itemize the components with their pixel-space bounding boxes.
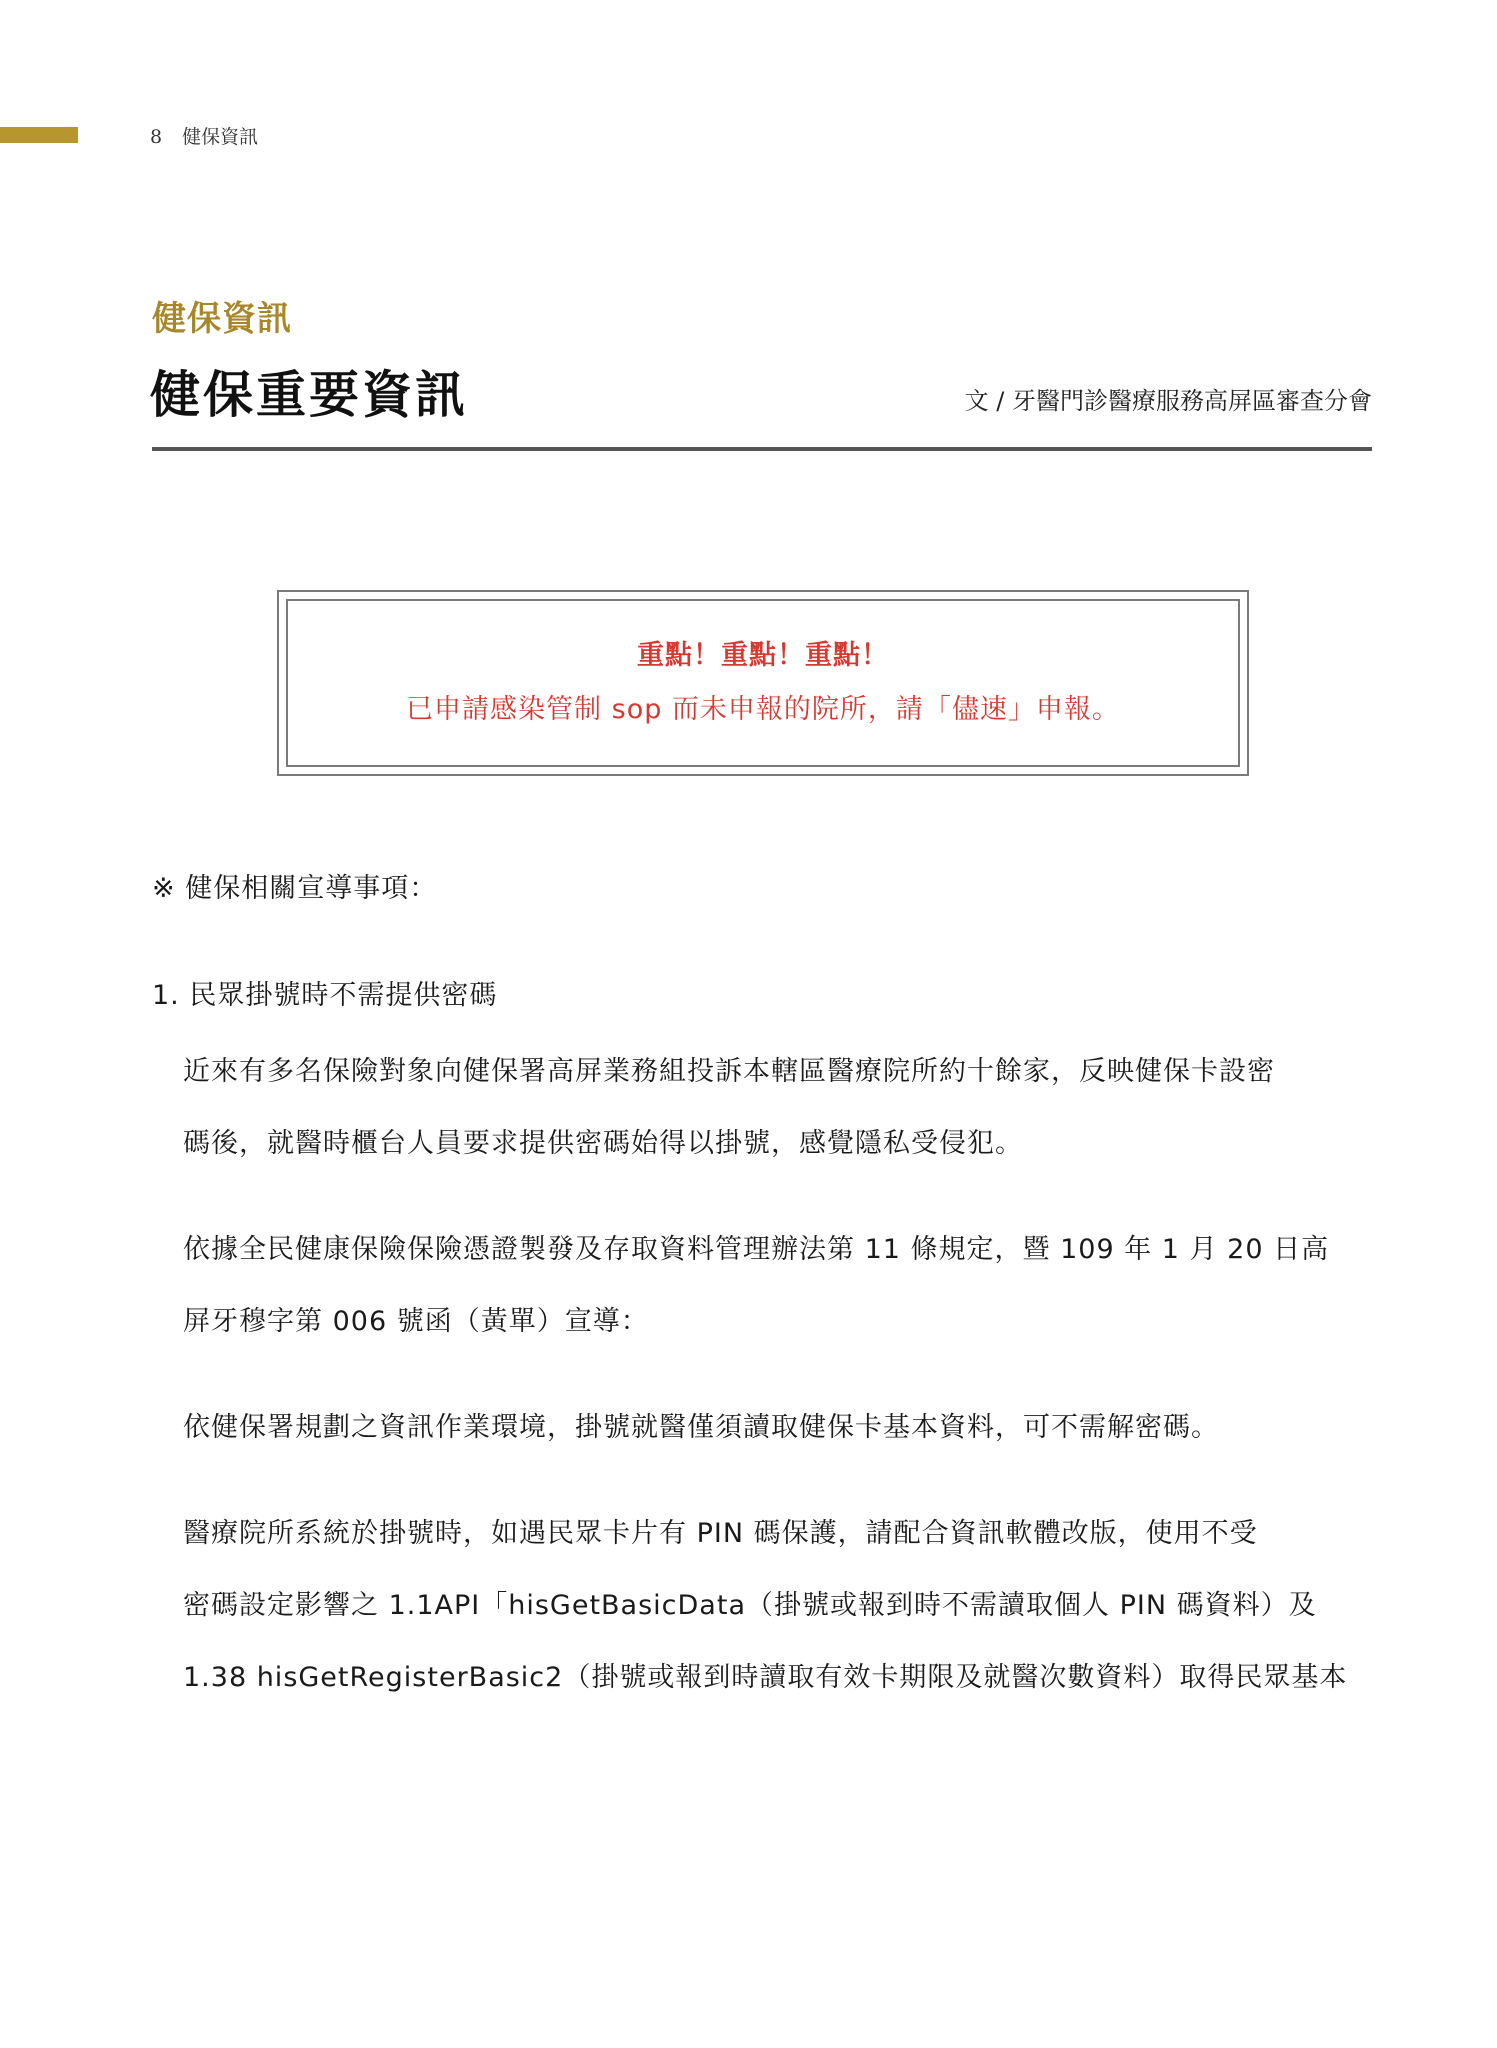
page-number: 8 (150, 126, 163, 148)
notice-headline: 重點！重點！重點！ (637, 640, 889, 671)
notice-box-inner (286, 599, 1240, 767)
paragraph-line: 密碼設定影響之 1.1API「hisGetBasicData（掛號或報到時不需讀取個人 PIN 碼資料）及 (183, 1590, 1317, 1621)
paragraph-line: 碼後，就醫時櫃台人員要求提供密碼始得以掛號，感覺隱私受侵犯。 (183, 1128, 1023, 1159)
paragraph-regulation (183, 1214, 1373, 1358)
subheading: ※ 健保相關宣導事項： (152, 873, 438, 904)
notice-box (277, 590, 1249, 776)
header-accent-bar (0, 127, 78, 143)
item-title: 1. 民眾掛號時不需提供密碼 (152, 980, 498, 1011)
paragraph-line: 屏牙穆字第 006 號函（黃單）宣導： (183, 1306, 649, 1337)
paragraph-environment (183, 1392, 1373, 1464)
running-header-section: 健保資訊 (182, 126, 259, 148)
paragraph-line: 醫療院所系統於掛號時，如遇民眾卡片有 PIN 碼保護，請配合資訊軟體改版，使用不受 (183, 1518, 1258, 1549)
paragraph-line: 依據全民健康保險保險憑證製發及存取資料管理辦法第 11 條規定，暨 109 年 1 月 20 日高 (183, 1234, 1330, 1265)
paragraph-line: 近來有多名保險對象向健保署高屏業務組投訴本轄區醫療院所約十餘家，反映健保卡設密 (183, 1056, 1275, 1087)
page-title: 健保重要資訊 (150, 366, 468, 424)
section-category: 健保資訊 (152, 299, 292, 339)
notice-message: 已申請感染管制 sop 而未申報的院所，請「儘速」申報。 (406, 694, 1120, 725)
paragraph-api (183, 1498, 1373, 1714)
title-divider (152, 447, 1372, 451)
running-header (150, 122, 258, 149)
paragraph-complaint (183, 1036, 1373, 1180)
paragraph-line: 1.38 hisGetRegisterBasic2（掛號或報到時讀取有效卡期限及就醫次數資料）取得民眾基本 (183, 1662, 1348, 1693)
author-byline: 文 / 牙醫門診醫療服務高屏區審查分會 (964, 387, 1372, 415)
paragraph-line: 依健保署規劃之資訊作業環境，掛號就醫僅須讀取健保卡基本資料，可不需解密碼。 (183, 1412, 1219, 1443)
